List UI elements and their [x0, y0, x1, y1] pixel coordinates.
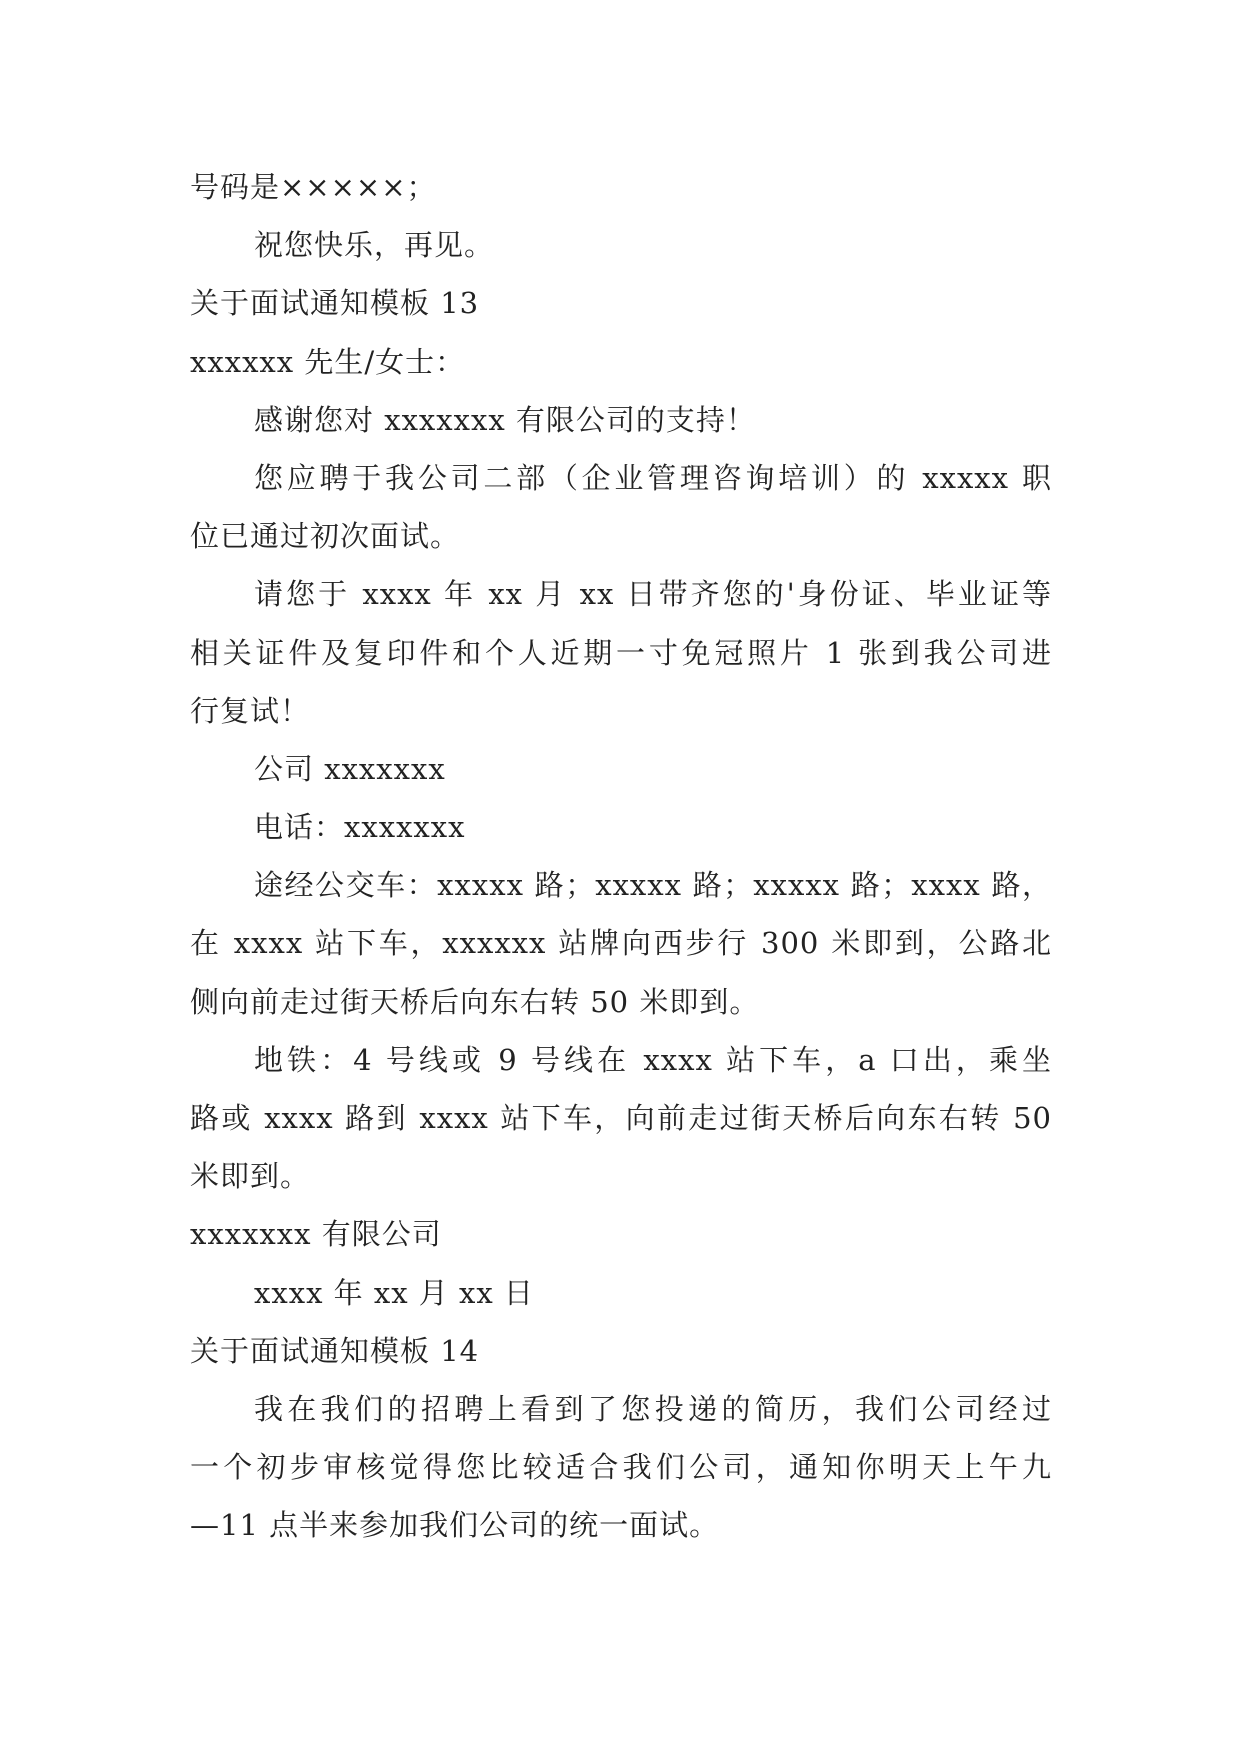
- salutation: xxxxxx 先生/女士：: [190, 344, 466, 379]
- text-line: 您应聘于我公司二部（企业管理咨询培训）的 xxxxx 职: [254, 460, 1052, 495]
- text-line: 请您于 xxxx 年 xx 月 xx 日带齐您的'身份证、毕业证等: [254, 577, 1052, 612]
- text-line: 侧向前走过街天桥后向东右转 50 米即到。: [190, 984, 760, 1019]
- signature-date: xxxx 年 xx 月 xx 日: [254, 1275, 534, 1310]
- text-line: —11 点半来参加我们公司的统一面试。: [190, 1508, 720, 1543]
- text-line: 祝您快乐，再见。: [254, 228, 495, 263]
- text-line: 位已通过初次面试。: [190, 519, 461, 554]
- text-line: 行复试！: [190, 693, 311, 728]
- text-line: 米即到。: [190, 1159, 311, 1194]
- section-heading: 关于面试通知模板 14: [190, 1333, 480, 1368]
- section-heading: 关于面试通知模板 13: [190, 286, 480, 321]
- text-line: 号码是×××××；: [190, 170, 437, 204]
- document-body: [190, 158, 1052, 1555]
- signature-company: xxxxxxx 有限公司: [190, 1217, 442, 1252]
- text-line: 地铁：4 号线或 9 号线在 xxxx 站下车，a 口出，乘坐: [254, 1042, 1052, 1077]
- text-line: 一个初步审核觉得您比较适合我们公司，通知你明天上午九: [190, 1450, 1052, 1485]
- company-line: 公司 xxxxxxx: [254, 751, 446, 786]
- text-line: 感谢您对 xxxxxxx 有限公司的支持！: [254, 402, 756, 437]
- text-line: 途经公交车：xxxxx 路；xxxxx 路；xxxxx 路；xxxx 路，: [254, 868, 1052, 903]
- text-line: 我在我们的招聘上看到了您投递的简历，我们公司经过: [254, 1391, 1052, 1426]
- text-line: 相关证件及复印件和个人近期一寸免冠照片 1 张到我公司进: [190, 635, 1052, 670]
- text-line: 在 xxxx 站下车，xxxxxx 站牌向西步行 300 米即到，公路北: [190, 926, 1052, 961]
- text-line: 路或 xxxx 路到 xxxx 站下车，向前走过街天桥后向东右转 50: [190, 1101, 1052, 1135]
- phone-line: 电话：xxxxxxx: [254, 810, 466, 845]
